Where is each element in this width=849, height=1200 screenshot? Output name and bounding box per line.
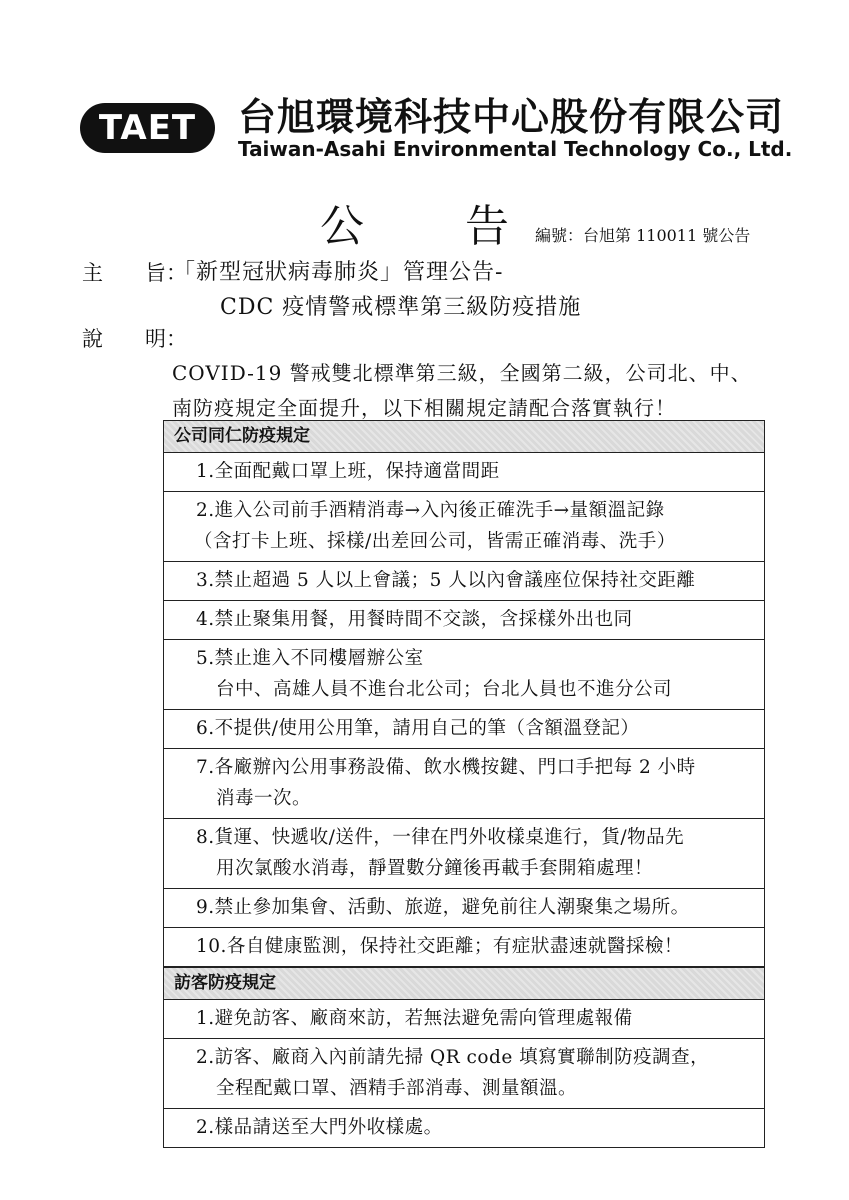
- rule-item: [164, 1109, 764, 1148]
- notice-title-char-1: 公: [320, 201, 364, 252]
- section-header: 公司同仁防疫規定: [164, 420, 764, 453]
- subject-line-1: 「新型冠狀病毒肺炎」管理公告-: [173, 260, 504, 285]
- notice-title: [320, 190, 509, 254]
- rule-item: [164, 640, 764, 710]
- explanation-line-1: COVID-19 警戒雙北標準第三級，全國第二級，公司北、中、: [172, 361, 752, 385]
- rule-text: 4.禁止聚集用餐，用餐時間不交談，含採樣外出也同: [196, 609, 633, 630]
- rule-text-continued: 全程配戴口罩、酒精手部消毒、測量額溫。: [216, 1078, 578, 1099]
- rule-text: 8.貨運、快遞收/送件，一律在門外收樣桌進行，貨/物品先: [196, 827, 685, 848]
- rule-item: [164, 492, 764, 562]
- rule-text: 7.各廠辦內公用事務設備、飲水機按鍵、門口手把每 2 小時: [196, 757, 696, 778]
- rule-item: [164, 889, 764, 928]
- document-number: 編號：台旭第 110011 號公告: [535, 226, 751, 245]
- rule-text: 2.樣品請送至大門外收樣處。: [196, 1117, 443, 1138]
- rule-text-continued: （含打卡上班、採樣/出差回公司，皆需正確消毒、洗手）: [194, 531, 676, 552]
- company-logo: TAET: [80, 103, 215, 153]
- rule-text: 2.訪客、廠商入內前請先掃 QR code 填寫實聯制防疫調查，: [196, 1047, 710, 1068]
- rule-item: [164, 749, 764, 819]
- notice-title-char-2: 告: [465, 201, 509, 252]
- rule-text: 1.全面配戴口罩上班，保持適當間距: [196, 461, 500, 482]
- rule-item: [164, 562, 764, 601]
- company-name-chinese: 台旭環境科技中心股份有限公司: [238, 95, 785, 139]
- rule-item: [164, 1000, 764, 1039]
- subject-label: 主 旨：: [82, 261, 187, 285]
- rule-text: 3.禁止超過 5 人以上會議；5 人以內會議座位保持社交距離: [196, 570, 696, 591]
- rule-text: 5.禁止進入不同樓層辦公室: [196, 648, 424, 669]
- rule-item: [164, 601, 764, 640]
- rules-table: [163, 420, 765, 1148]
- rule-text: 2.進入公司前手酒精消毒→入內後正確洗手→量額溫記錄: [196, 500, 665, 521]
- rule-item: [164, 453, 764, 492]
- explanation-line-2: 南防疫規定全面提升，以下相關規定請配合落實執行！: [172, 396, 676, 420]
- rule-text: 9.禁止參加集會、活動、旅遊，避免前往人潮聚集之場所。: [196, 897, 690, 918]
- rule-text: 1.避免訪客、廠商來訪，若無法避免需向管理處報備: [196, 1008, 633, 1029]
- rule-text: 10.各自健康監測，保持社交距離；有症狀盡速就醫採檢！: [196, 936, 683, 957]
- rule-item: [164, 710, 764, 749]
- company-name-english: Taiwan-Asahi Environmental Technology Co., Ltd.: [238, 137, 793, 161]
- subject-line-2: CDC 疫情警戒標準第三級防疫措施: [220, 295, 582, 320]
- explanation-label: 說 明：: [82, 327, 187, 351]
- section-header: 訪客防疫規定: [164, 967, 764, 1000]
- rule-item: [164, 928, 764, 967]
- rule-item: [164, 1039, 764, 1109]
- rule-text: 6.不提供/使用公用筆，請用自己的筆（含額溫登記）: [196, 718, 640, 739]
- rule-item: [164, 819, 764, 889]
- rule-text-continued: 台中、高雄人員不進台北公司；台北人員也不進分公司: [216, 679, 673, 700]
- rule-text-continued: 用次氯酸水消毒，靜置數分鐘後再載手套開箱處理！: [216, 858, 654, 879]
- rule-text-continued: 消毒一次。: [216, 788, 312, 809]
